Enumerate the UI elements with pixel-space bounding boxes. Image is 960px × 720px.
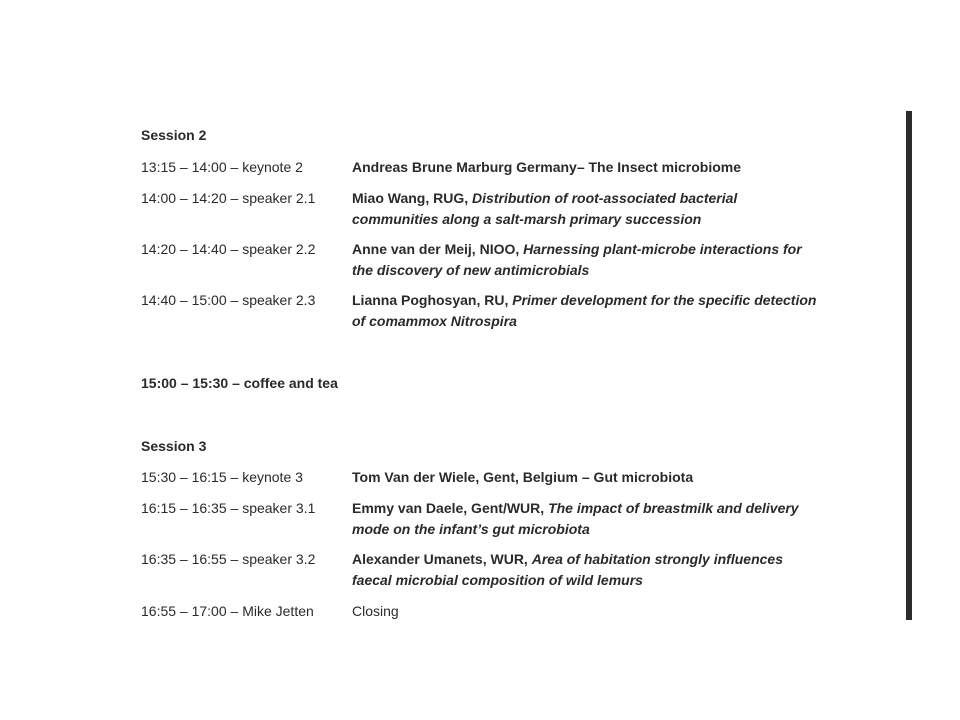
session-3-title: Session 3 — [141, 438, 207, 454]
row-time: 14:40 – 15:00 – speaker 2.3 — [141, 292, 316, 308]
row-topic: Primer development for the specific detection of comammox Nitrospira — [352, 292, 817, 329]
row-speaker: Anne van der Meij, NIOO, — [352, 241, 524, 257]
row-speaker: Miao Wang, RUG, — [352, 190, 473, 206]
row-time: 14:00 – 14:20 – speaker 2.1 — [141, 190, 316, 206]
row-topic: Area of habitation strongly influences faecal microbial composition of wild lemurs — [352, 551, 783, 588]
row-talk — [352, 467, 822, 488]
row-time: 13:15 – 14:00 – keynote 2 — [141, 159, 303, 175]
session-2-title: Session 2 — [141, 127, 207, 143]
row-talk — [352, 549, 822, 590]
row-time: 14:20 – 14:40 – speaker 2.2 — [141, 241, 316, 257]
row-topic: Harnessing plant-microbe interactions for the discovery of new antimicrobials — [352, 241, 802, 278]
coffee-break: 15:00 – 15:30 – coffee and tea — [141, 375, 338, 391]
row-talk — [352, 239, 822, 280]
row-talk — [352, 601, 822, 622]
row-time: 16:15 – 16:35 – speaker 3.1 — [141, 500, 316, 516]
row-time: 15:30 – 16:15 – keynote 3 — [141, 469, 303, 485]
row-topic: Distribution of root-associated bacterial communities along a salt-marsh primary succession — [352, 190, 738, 227]
row-speaker: Lianna Poghosyan, RU, — [352, 292, 513, 308]
row-time: 16:55 – 17:00 – Mike Jetten — [141, 603, 314, 619]
row-talk — [352, 188, 822, 229]
right-edge-bar — [906, 111, 912, 620]
row-speaker: Andreas Brune Marburg Germany– The Insect microbiome — [352, 159, 741, 175]
row-speaker: Tom Van der Wiele, Gent, Belgium – Gut microbiota — [352, 469, 694, 485]
row-talk — [352, 498, 822, 539]
closing-label: Closing — [352, 603, 399, 619]
row-speaker: Alexander Umanets, WUR, — [352, 551, 532, 567]
row-talk — [352, 290, 822, 331]
row-time: 16:35 – 16:55 – speaker 3.2 — [141, 551, 316, 567]
row-topic: The impact of breastmilk and delivery mode on the infant’s gut microbiota — [352, 500, 799, 537]
row-talk — [352, 157, 822, 178]
row-speaker: Emmy van Daele, Gent/WUR, — [352, 500, 549, 516]
